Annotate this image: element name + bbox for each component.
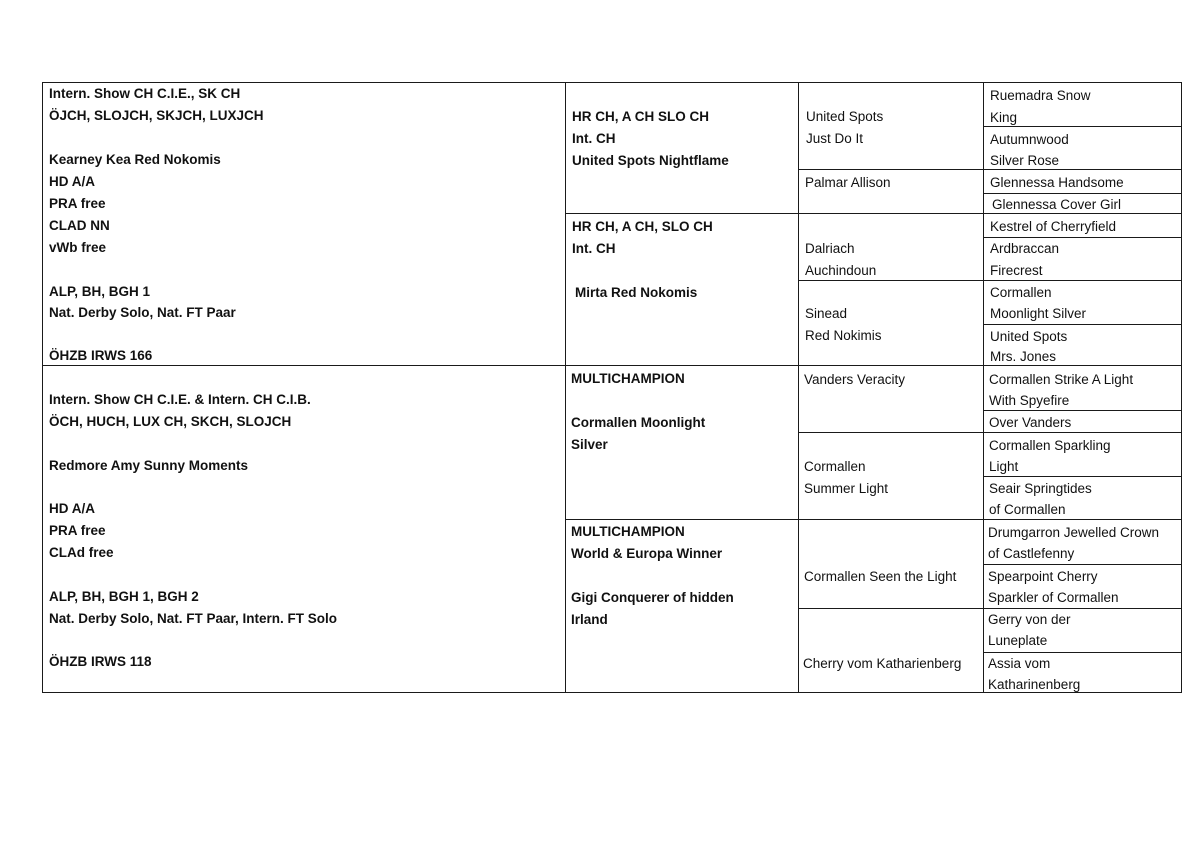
gen4-ancestor: Seair Springtides — [989, 481, 1092, 496]
sire-sire-line: HR CH, A CH SLO CH — [572, 109, 709, 124]
gen4-ancestor: Katharinenberg — [988, 677, 1081, 692]
sire-name: Kearney Kea Red Nokomis — [49, 152, 221, 167]
sire-dam-name: Mirta Red Nokomis — [575, 285, 698, 300]
dam-registration: ÖHZB IRWS 118 — [49, 654, 152, 669]
dam-sire-name: Cormallen Moonlight — [571, 415, 706, 430]
dam-sire-name: Silver — [571, 437, 608, 452]
sire-line: ÖJCH, SLOJCH, SKJCH, LUXJCH — [49, 108, 264, 123]
dam-dam-line: World & Europa Winner — [571, 546, 723, 561]
row-divider — [798, 169, 983, 170]
gen4-ancestor: Cormallen Strike A Light — [989, 372, 1134, 387]
gen3-ancestor: Cormallen — [804, 459, 866, 474]
gen4-ancestor: Light — [989, 459, 1019, 474]
gen4-ancestor: Drumgarron Jewelled Crown — [988, 525, 1160, 540]
gen4-ancestor: of Castlefenny — [988, 546, 1075, 561]
gen4-ancestor: Spearpoint Cherry — [988, 569, 1098, 584]
gen4-ancestor: Kestrel of Cherryfield — [990, 219, 1117, 234]
dam-sire-line: MULTICHAMPION — [571, 371, 685, 386]
gen3-ancestor: Cormallen Seen the Light — [804, 569, 957, 584]
row-divider — [798, 608, 983, 609]
gen4-ancestor: Cormallen Sparkling — [989, 438, 1111, 453]
gen3-ancestor: Auchindoun — [805, 263, 877, 278]
dam-line: PRA free — [49, 523, 106, 538]
gen3-ancestor: Summer Light — [804, 481, 889, 496]
gen4-ancestor: King — [990, 110, 1018, 125]
gen3-ancestor: Vanders Veracity — [804, 372, 906, 387]
gen3-ancestor: Just Do It — [806, 131, 864, 146]
gen4-ancestor: Over Vanders — [989, 415, 1072, 430]
column-divider — [798, 82, 799, 693]
gen3-ancestor: United Spots — [806, 109, 884, 124]
dam-line: ALP, BH, BGH 1, BGH 2 — [49, 589, 199, 604]
gen4-ancestor: Sparkler of Cormallen — [988, 590, 1119, 605]
dam-line: CLAd free — [49, 545, 114, 560]
sire-line: PRA free — [49, 196, 106, 211]
gen4-ancestor: Luneplate — [988, 633, 1048, 648]
sire-sire-name: United Spots Nightflame — [572, 153, 729, 168]
dam-line: ÖCH, HUCH, LUX CH, SKCH, SLOJCH — [49, 414, 292, 429]
dam-line: Intern. Show CH C.I.E. & Intern. CH C.I.B. — [49, 392, 311, 407]
sire-line: HD A/A — [49, 174, 95, 189]
gen4-ancestor: With Spyefire — [989, 393, 1070, 408]
sire-line: ALP, BH, BGH 1 — [49, 284, 151, 299]
gen3-ancestor: Cherry vom Katharienberg — [803, 656, 962, 671]
gen4-ancestor: United Spots — [990, 329, 1068, 344]
sire-sire-line: Int. CH — [572, 131, 616, 146]
gen4-ancestor: Gerry von der — [988, 612, 1071, 627]
gen4-ancestor: Glennessa Cover Girl — [992, 197, 1122, 212]
row-divider — [798, 432, 983, 433]
gen4-ancestor: Ruemadra Snow — [990, 88, 1091, 103]
gen3-ancestor: Red Nokimis — [805, 328, 882, 343]
gen4-ancestor: Assia vom — [988, 656, 1051, 671]
dam-name: Redmore Amy Sunny Moments — [49, 458, 249, 473]
gen3-ancestor: Dalriach — [805, 241, 855, 256]
gen4-ancestor: Firecrest — [990, 263, 1043, 278]
gen4-ancestor: Silver Rose — [990, 153, 1060, 168]
sire-registration: ÖHZB IRWS 166 — [49, 348, 153, 363]
row-divider — [565, 519, 983, 520]
gen4-ancestor: Cormallen — [990, 285, 1052, 300]
dam-line: HD A/A — [49, 501, 95, 516]
sire-line: CLAD NN — [49, 218, 110, 233]
dam-dam-line: MULTICHAMPION — [571, 524, 685, 539]
gen3-ancestor: Palmar Allison — [805, 175, 891, 190]
gen4-ancestor: Ardbraccan — [990, 241, 1060, 256]
sire-line: Intern. Show CH C.I.E., SK CH — [49, 86, 241, 101]
gen4-ancestor: Autumnwood — [990, 132, 1069, 147]
gen4-ancestor: Mrs. Jones — [990, 349, 1057, 364]
sire-dam-line: Int. CH — [572, 241, 616, 256]
sire-line: Nat. Derby Solo, Nat. FT Paar — [49, 305, 236, 320]
sire-line: vWb free — [49, 240, 107, 255]
column-divider — [565, 82, 566, 693]
gen4-ancestor: Glennessa Handsome — [990, 175, 1124, 190]
gen4-ancestor: of Cormallen — [989, 502, 1066, 517]
column-divider — [983, 82, 984, 693]
row-divider — [565, 213, 983, 214]
dam-dam-name: Irland — [571, 612, 608, 627]
gen3-ancestor: Sinead — [805, 306, 848, 321]
dam-dam-name: Gigi Conquerer of hidden — [571, 590, 734, 605]
dam-line: Nat. Derby Solo, Nat. FT Paar, Intern. FT Solo — [49, 611, 338, 626]
gen4-ancestor: Moonlight Silver — [990, 306, 1087, 321]
row-divider — [42, 365, 983, 366]
sire-dam-line: HR CH, A CH, SLO CH — [572, 219, 713, 234]
